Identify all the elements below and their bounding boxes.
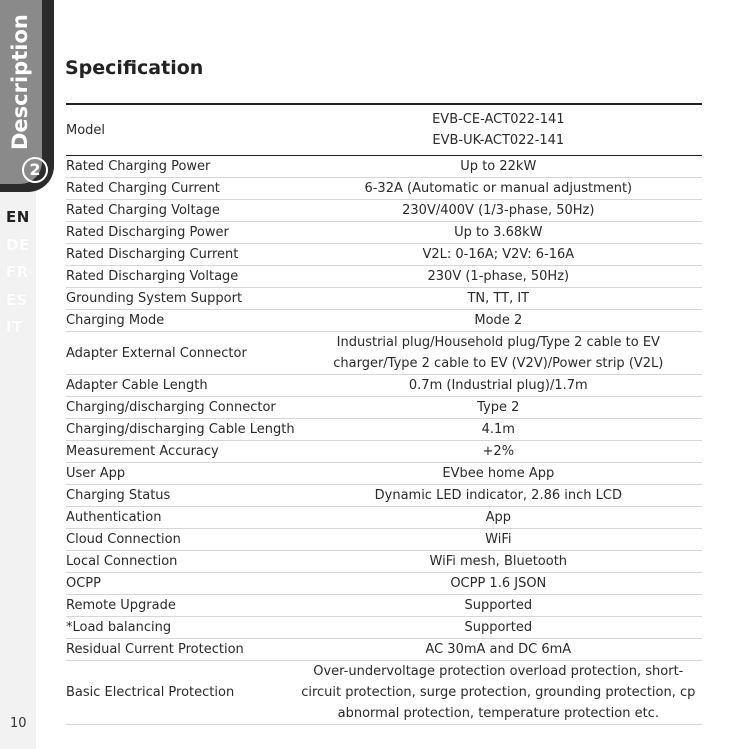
spec-value: App [485,510,511,525]
spec-label: Local Connection [66,554,178,569]
section-title: Description [8,14,32,150]
spec-label: Adapter External Connector [66,345,247,361]
spec-value: 4.1m [481,422,515,437]
table-row-model [66,104,702,156]
table-row [66,310,702,332]
spec-label: Rated Discharging Power [66,225,229,240]
table-row [66,441,702,463]
table-row [66,200,702,222]
spec-value: TN, TT, IT [467,291,530,306]
spec-label: *Load balancing [66,620,172,635]
table-row [66,595,702,617]
table-row [66,485,702,507]
section-tab [0,0,54,192]
table-row [66,661,702,725]
table-row [66,639,702,661]
spec-label: Grounding System Support [66,291,243,306]
spec-label: User App [66,466,126,481]
table-row [66,375,702,397]
spec-label: Charging/discharging Cable Length [66,422,295,437]
table-row [66,397,702,419]
table-row [66,573,702,595]
spec-label: Rated Charging Voltage [66,203,220,218]
spec-value: 230V (1-phase, 50Hz) [427,269,570,284]
language-es[interactable]: ES [6,291,29,309]
table-row [66,288,702,310]
spec-value: 6-32A (Automatic or manual adjustment) [364,181,633,196]
table-row [66,332,702,375]
language-fr[interactable]: FR [6,263,29,281]
language-it[interactable]: IT [6,318,23,336]
spec-label: Residual Current Protection [66,642,244,657]
spec-label: Charging Status [66,488,171,503]
table-row [66,617,702,639]
spec-value: +2% [482,444,515,459]
model-value-uk: EVB-UK-ACT022-141 [432,133,565,148]
spec-value: Supported [464,598,533,613]
table-row [66,244,702,266]
spec-label: Charging Mode [66,313,165,328]
section-number: 2 [22,157,48,183]
table-row [66,529,702,551]
spec-label: Remote Upgrade [66,598,176,613]
spec-value: WiFi [485,532,512,547]
table-row [66,507,702,529]
spec-label: Rated Charging Power [66,159,211,174]
spec-label: Authentication [66,510,162,525]
spec-label: Adapter Cable Length [66,378,208,393]
page-title: Specification [65,57,204,79]
spec-label: Basic Electrical Protection [66,685,235,700]
model-values [295,104,702,156]
table-row [66,419,702,441]
language-en[interactable]: EN [6,208,30,226]
table-row [66,178,702,200]
spec-table [66,103,702,725]
table-row [66,551,702,573]
spec-value: 0.7m (Industrial plug)/1.7m [408,378,588,393]
table-row [66,266,702,288]
spec-value: AC 30mA and DC 6mA [425,642,572,657]
spec-value: Mode 2 [474,313,523,328]
spec-value: Industrial plug/Household plug/Type 2 cable to EV charger/Type 2 cable to EV (V2V)/Power strip (V2L) [333,335,664,371]
spec-value: OCPP 1.6 JSON [450,576,547,591]
language-de[interactable]: DE [6,236,30,254]
spec-label: Rated Discharging Current [66,247,239,262]
spec-label: Charging/discharging Connector [66,400,276,415]
page-number: 10 [10,716,27,731]
spec-value: Supported [464,620,533,635]
spec-label: Cloud Connection [66,532,181,547]
model-label: Model [66,122,106,138]
spec-value: V2L: 0-16A; V2V: 6-16A [422,247,575,262]
spec-value: EVbee home App [442,466,555,481]
spec-label: OCPP [66,576,101,591]
spec-value: Type 2 [477,400,520,415]
table-row [66,156,702,178]
model-value-ce: EVB-CE-ACT022-141 [432,112,565,127]
table-row [66,463,702,485]
spec-value: 230V/400V (1/3-phase, 50Hz) [402,203,595,218]
spec-label: Measurement Accuracy [66,444,219,459]
spec-value: Over-undervoltage protection overload protection, short-circuit protection, surge protection, grounding protection, cp abnormal protection, temperature protection etc. [301,664,696,721]
table-row [66,222,702,244]
spec-label: Rated Discharging Voltage [66,269,239,284]
spec-value: WiFi mesh, Bluetooth [429,554,568,569]
spec-label: Rated Charging Current [66,181,220,196]
spec-value: Up to 3.68kW [454,225,543,240]
spec-value: Dynamic LED indicator, 2.86 inch LCD [374,488,622,503]
spec-value: Up to 22kW [460,159,537,174]
